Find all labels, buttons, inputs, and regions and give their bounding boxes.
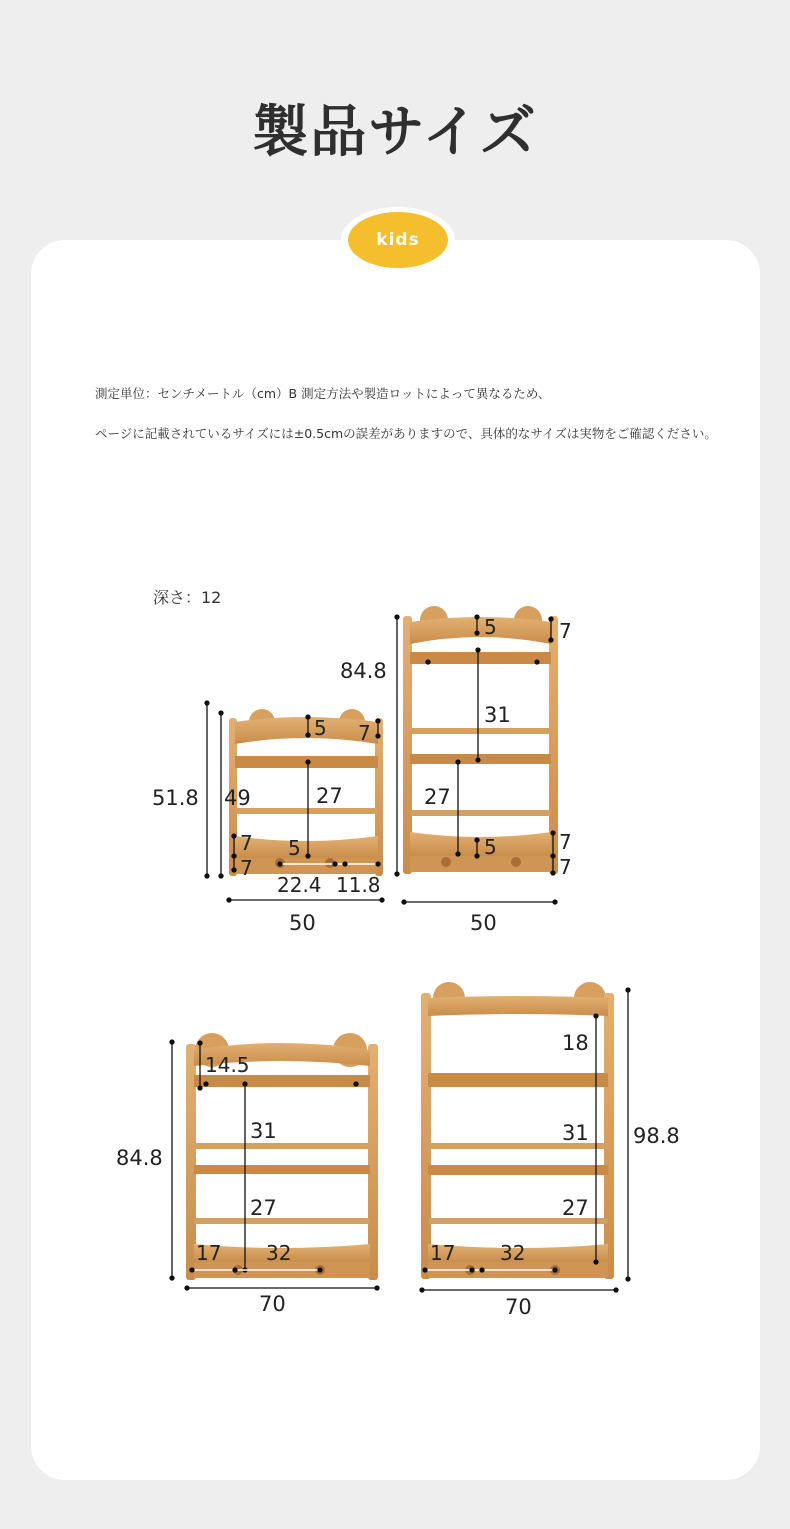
dim-hook-spacing: 32 — [500, 1241, 526, 1265]
dim-hook-spacing: 32 — [266, 1241, 292, 1265]
dim-top-gap: 5 — [314, 716, 327, 740]
kids-badge: kids — [348, 212, 448, 268]
dim-upper-space: 31 — [484, 703, 511, 727]
dim-inner-height: 49 — [224, 786, 251, 810]
unit-note: 測定単位：センチメートル（cm）B 測定方法や製造ロットによって異なるため、 — [95, 386, 551, 401]
dim-width: 70 — [259, 1292, 286, 1316]
page-title: 製品サイズ — [252, 100, 538, 165]
dim-mid-space: 27 — [316, 784, 343, 808]
dim-overall-height: 84.8 — [116, 1146, 163, 1170]
dim-width: 50 — [289, 911, 316, 935]
dim-upper-space: 31 — [562, 1121, 589, 1145]
dim-top-side: 7 — [559, 619, 572, 643]
dim-lower-space: 27 — [424, 785, 451, 809]
dim-lower-space: 27 — [562, 1196, 589, 1220]
dim-upper-space: 31 — [250, 1119, 277, 1143]
dim-top-side: 7 — [358, 721, 371, 745]
dim-top-gap: 5 — [484, 615, 497, 639]
dim-overall-height: 51.8 — [152, 786, 199, 810]
dim-bottom-side-upper: 7 — [240, 831, 253, 855]
dim-top-space: 18 — [562, 1031, 589, 1055]
dim-hook-edge: 17 — [430, 1241, 456, 1265]
tolerance-note: ページに記載されているサイズには±0.5cmの誤差がありますので、具体的なサイズは実物をご確認ください。 — [95, 426, 717, 441]
shelf-medium-70 — [116, 1033, 379, 1316]
dim-bottom-side-lower: 7 — [559, 855, 572, 879]
dim-bottom-side-upper: 7 — [559, 830, 572, 854]
shelf-large-70 — [420, 982, 680, 1319]
dim-overall-height: 98.8 — [633, 1124, 680, 1148]
dim-overall-height: 84.8 — [340, 659, 387, 683]
dim-hook-edge: 11.8 — [336, 873, 381, 897]
dim-lower-space: 27 — [250, 1196, 277, 1220]
dim-top-space: 14.5 — [205, 1053, 250, 1077]
dim-hook-edge: 17 — [196, 1241, 222, 1265]
dim-hook-spacing: 22.4 — [277, 873, 322, 897]
dim-width: 70 — [505, 1295, 532, 1319]
dim-bottom-side-lower: 7 — [240, 856, 253, 880]
dim-bottom-gap: 5 — [484, 835, 497, 859]
depth-label: 深さ：12 — [153, 588, 222, 607]
shelf-small — [152, 701, 384, 935]
dim-width: 50 — [470, 911, 497, 935]
dim-bottom-gap: 5 — [288, 836, 301, 860]
